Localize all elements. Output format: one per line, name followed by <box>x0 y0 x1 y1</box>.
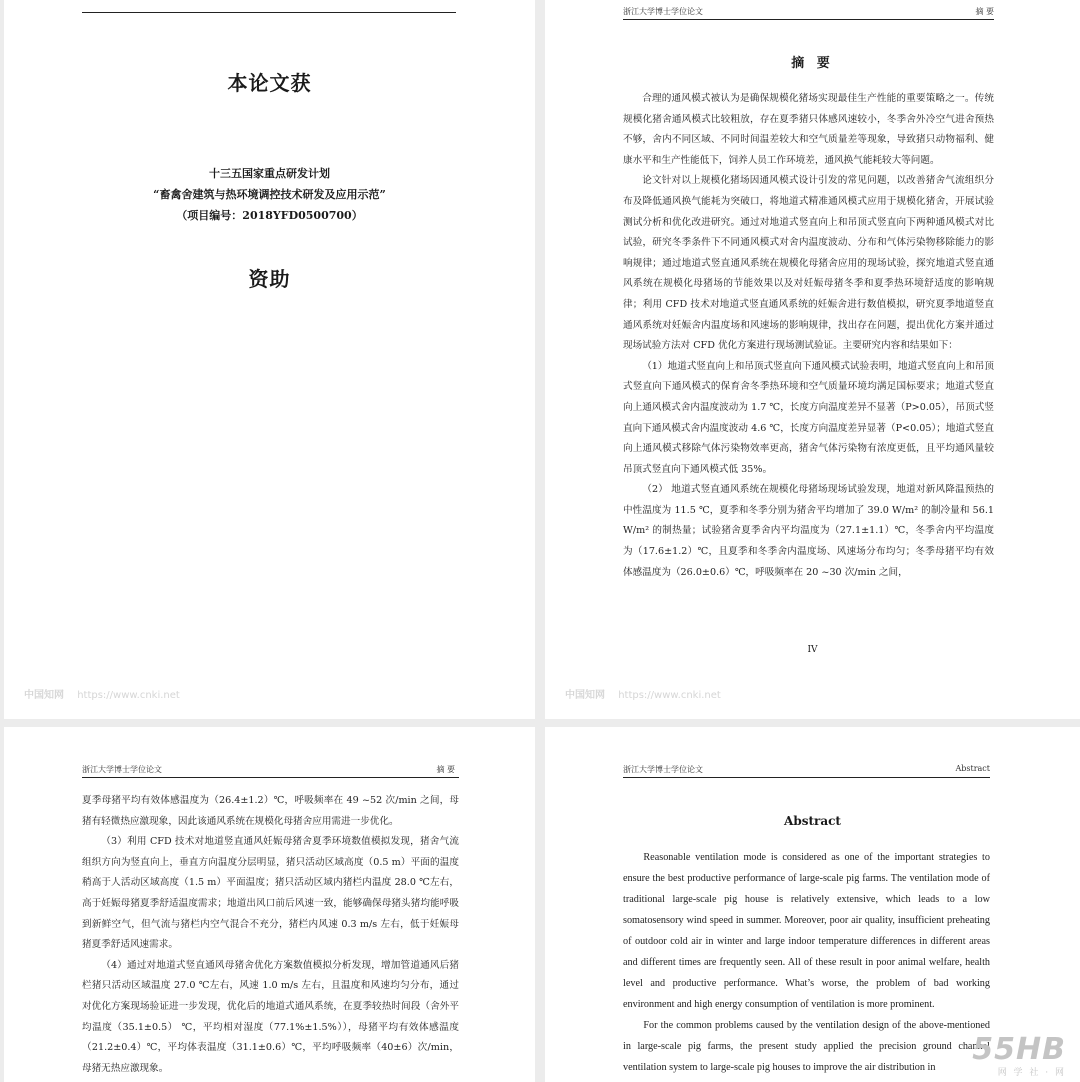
header-rule <box>623 777 990 778</box>
cnki-brand: 中国知网 <box>565 690 605 701</box>
abstract-cn-body <box>623 89 994 583</box>
project-title: “畜禽舍建筑与热环境调控技术研发及应用示范” <box>153 188 386 201</box>
cnki-brand: 中国知网 <box>24 690 64 701</box>
paragraph: 论文针对以上规模化猪场因通风模式设计引发的常见问题，以改善猪舍气流组织分布及降低通风换气能耗为突破口，将地道式精准通风模式应用于规模化猪舍，开展试验测试分析和优化改进研究。通过对地道式竖直向上和吊顶式竖直向下两种通风模式对比试验，研究冬季条件下不同通风模式对舍内温度波动、分布和气体污染物移除能力的影响规律；通过地道式竖直通风系统在规模化母猪舍应用的现场试验，探究地道式竖直通风系统在规模化母猪场的节能效果以及对妊娠母猪冬季和夏季热环境舒适度的影响规律；利用 CFD 技术对地道式竖直通风系统的妊娠舍进行数值模拟，研究夏季地道竖直通风系统对妊娠舍内温度场和风速场的影响规律，找出存在问题，提出优化方案并通过现场试验方法对 CFD 优化方案进行现场测试验证。主要研究内容和结果如下： <box>623 175 994 352</box>
running-header-right: 摘 要 <box>975 7 994 16</box>
page-number: IV <box>807 645 818 655</box>
running-header-left: 浙江大学博士学位论文 <box>623 7 703 16</box>
abstract-en-title: Abstract <box>784 814 841 828</box>
paragraph: 合理的通风模式被认为是确保规模化猪场实现最佳生产性能的重要策略之一。传统规模化猪舍通风模式比较粗放，存在夏季猪只体感风速较小，冬季舍外冷空气进舍预热不够，舍内不同区域、不同时间温差较大和空气质量差等现象，导致猪只动物福利、健康水平和生产性能低下，饲养人员工作环境差，通风换气能耗较大等问题。 <box>623 93 994 166</box>
header-rule <box>623 19 994 20</box>
paragraph: （3）利用 CFD 技术对地道竖直通风妊娠母猪舍夏季环境数值模拟发现，猪舍气流组织方向为竖直向上，垂直方向温度分层明显，猪只活动区域高度（0.5 m）平面的温度稍高于人活动区域高度（1.5 m）平面温度；猪只活动区域内猪栏内温度 28.0 ℃左右，高于妊娠母猪夏季舒适温度需求；地道出风口前后风速一致，能够确保母猪头猪均能呼吸到新鲜空气，但气流与猪栏内空气混合不充分，猪栏内风速 0.3 m/s 左右，低于妊娠母猪夏季舒适风速需求。 <box>82 836 459 951</box>
paragraph: （1）地道式竖直向上和吊顶式竖直向下通风模式试验表明，地道式竖直向上和吊顶式竖直向下通风模式的保育舍冬季热环境和空气质量环境均满足国标要求；地道式竖直向上通风模式舍内温度波动为 1.7 ℃，长度方向温度差异不显著（P>0.05），吊顶式竖直向下通风模式舍内温度波动 4.6 ℃，长度方向温度差异显著（P<0.05）；地道式竖直向上通风模式移除气体污染物效率更高，猪舍气体污染物有浓度更低，且平均通风量较吊顶式竖直向下通风模式低 35%。 <box>623 360 994 475</box>
cnki-url: https://www.cnki.net <box>618 690 721 701</box>
cnki-url: https://www.cnki.net <box>77 690 180 701</box>
site-caption: 网 学 社 · 网 <box>997 1068 1066 1078</box>
running-header-right: Abstract <box>955 764 990 773</box>
site-watermark <box>972 1032 1066 1078</box>
running-header-left: 浙江大学博士学位论文 <box>82 765 162 774</box>
running-header-left: 浙江大学博士学位论文 <box>623 765 703 774</box>
paragraph: （4）通过对地道式竖直通风母猪舍优化方案数值模拟分析发现，增加管道通风后猪栏猪只活动区域温度 27.0 ℃左右，风速 1.0 m/s 左右，且温度和风速均匀分布，通过对优化方案现场验证进一步发现，优化后的地道式通风系统，在夏季较热时间段（舍外平均温度（35.1±0.5） ℃，平均相对湿度（77.1%±1.5%）），母猪平均有效体感温度（21.2±0.4）℃，平均体表温度（31.1±0.6）℃，平均呼吸频率（40±6）次/min，母猪无热应激现象。 <box>82 959 459 1074</box>
paragraph: （2） 地道式竖直通风系统在规模化母猪场现场试验发现，地道对新风降温预热的中性温度为 11.5 ℃，夏季和冬季分别为猪舍平均增加了 39.0 W/m² 的制冷量和 56.1 W/m² 的制热量；试验猪舍夏季舍内平均温度为（27.1±1.1）℃，冬季舍内平均温度为（17.6±1.2）℃，且夏季和冬季舍内温度场、风速场分布均匀；冬季母猪平均有效体感温度为（26.0±0.6）℃，呼吸频率在 20 ~30 次/min 之间， <box>623 484 994 578</box>
project-number: （项目编号：2018YFD0500700） <box>176 209 363 222</box>
abstract-cn-title: 摘 要 <box>791 56 834 71</box>
site-logo: 55HB <box>972 1032 1066 1067</box>
top-rule <box>82 12 456 13</box>
paragraph: For the common problems caused by the ventilation design of the above-mentioned in large-scale pig farms, the present study applied the precision ground channel ventilation system to large-scale pig houses to improve the air distribution in <box>623 1020 990 1073</box>
abstract-en-body <box>623 847 990 1078</box>
page-abstract-cn-2 <box>4 727 535 1082</box>
page-abstract-en <box>545 727 1080 1082</box>
funding-heading: 本论文获 <box>227 71 312 95</box>
cnki-watermark <box>24 686 180 701</box>
funding-footer-heading: 资助 <box>248 267 291 291</box>
paragraph: 夏季母猪平均有效体感温度为（26.4±1.2）℃，呼吸频率在 49 ~52 次/min 之间，母猪有轻微热应激现象，因此该通风系统在规模化母猪舍应用需进一步优化。 <box>82 795 459 827</box>
page-funding <box>4 0 535 719</box>
running-header-right: 摘 要 <box>436 765 455 774</box>
paragraph: Reasonable ventilation mode is considered as one of the important strategies to ensure the best productive performance of large-scale pig farms. The ventilation mode of traditional large-scale pig house is relatively extensive, which leads to a low somatosensory wind speed in summer. Moreover, poor air quality, insufficient preheating of outdoor cold air in winter and large indoor temperature differences in different areas and different times are frequently seen. All of these result in poor animal welfare, health level and productive performance. What’s worse, the problem of bad working environment and high energy consumption of ventilation is more prominent. <box>623 852 990 1010</box>
page-abstract-cn-1 <box>545 0 1080 719</box>
header-rule <box>82 777 459 778</box>
abstract-cn-body-cont <box>82 791 459 1079</box>
cnki-watermark <box>565 686 721 701</box>
program-name: 十三五国家重点研发计划 <box>209 167 330 180</box>
